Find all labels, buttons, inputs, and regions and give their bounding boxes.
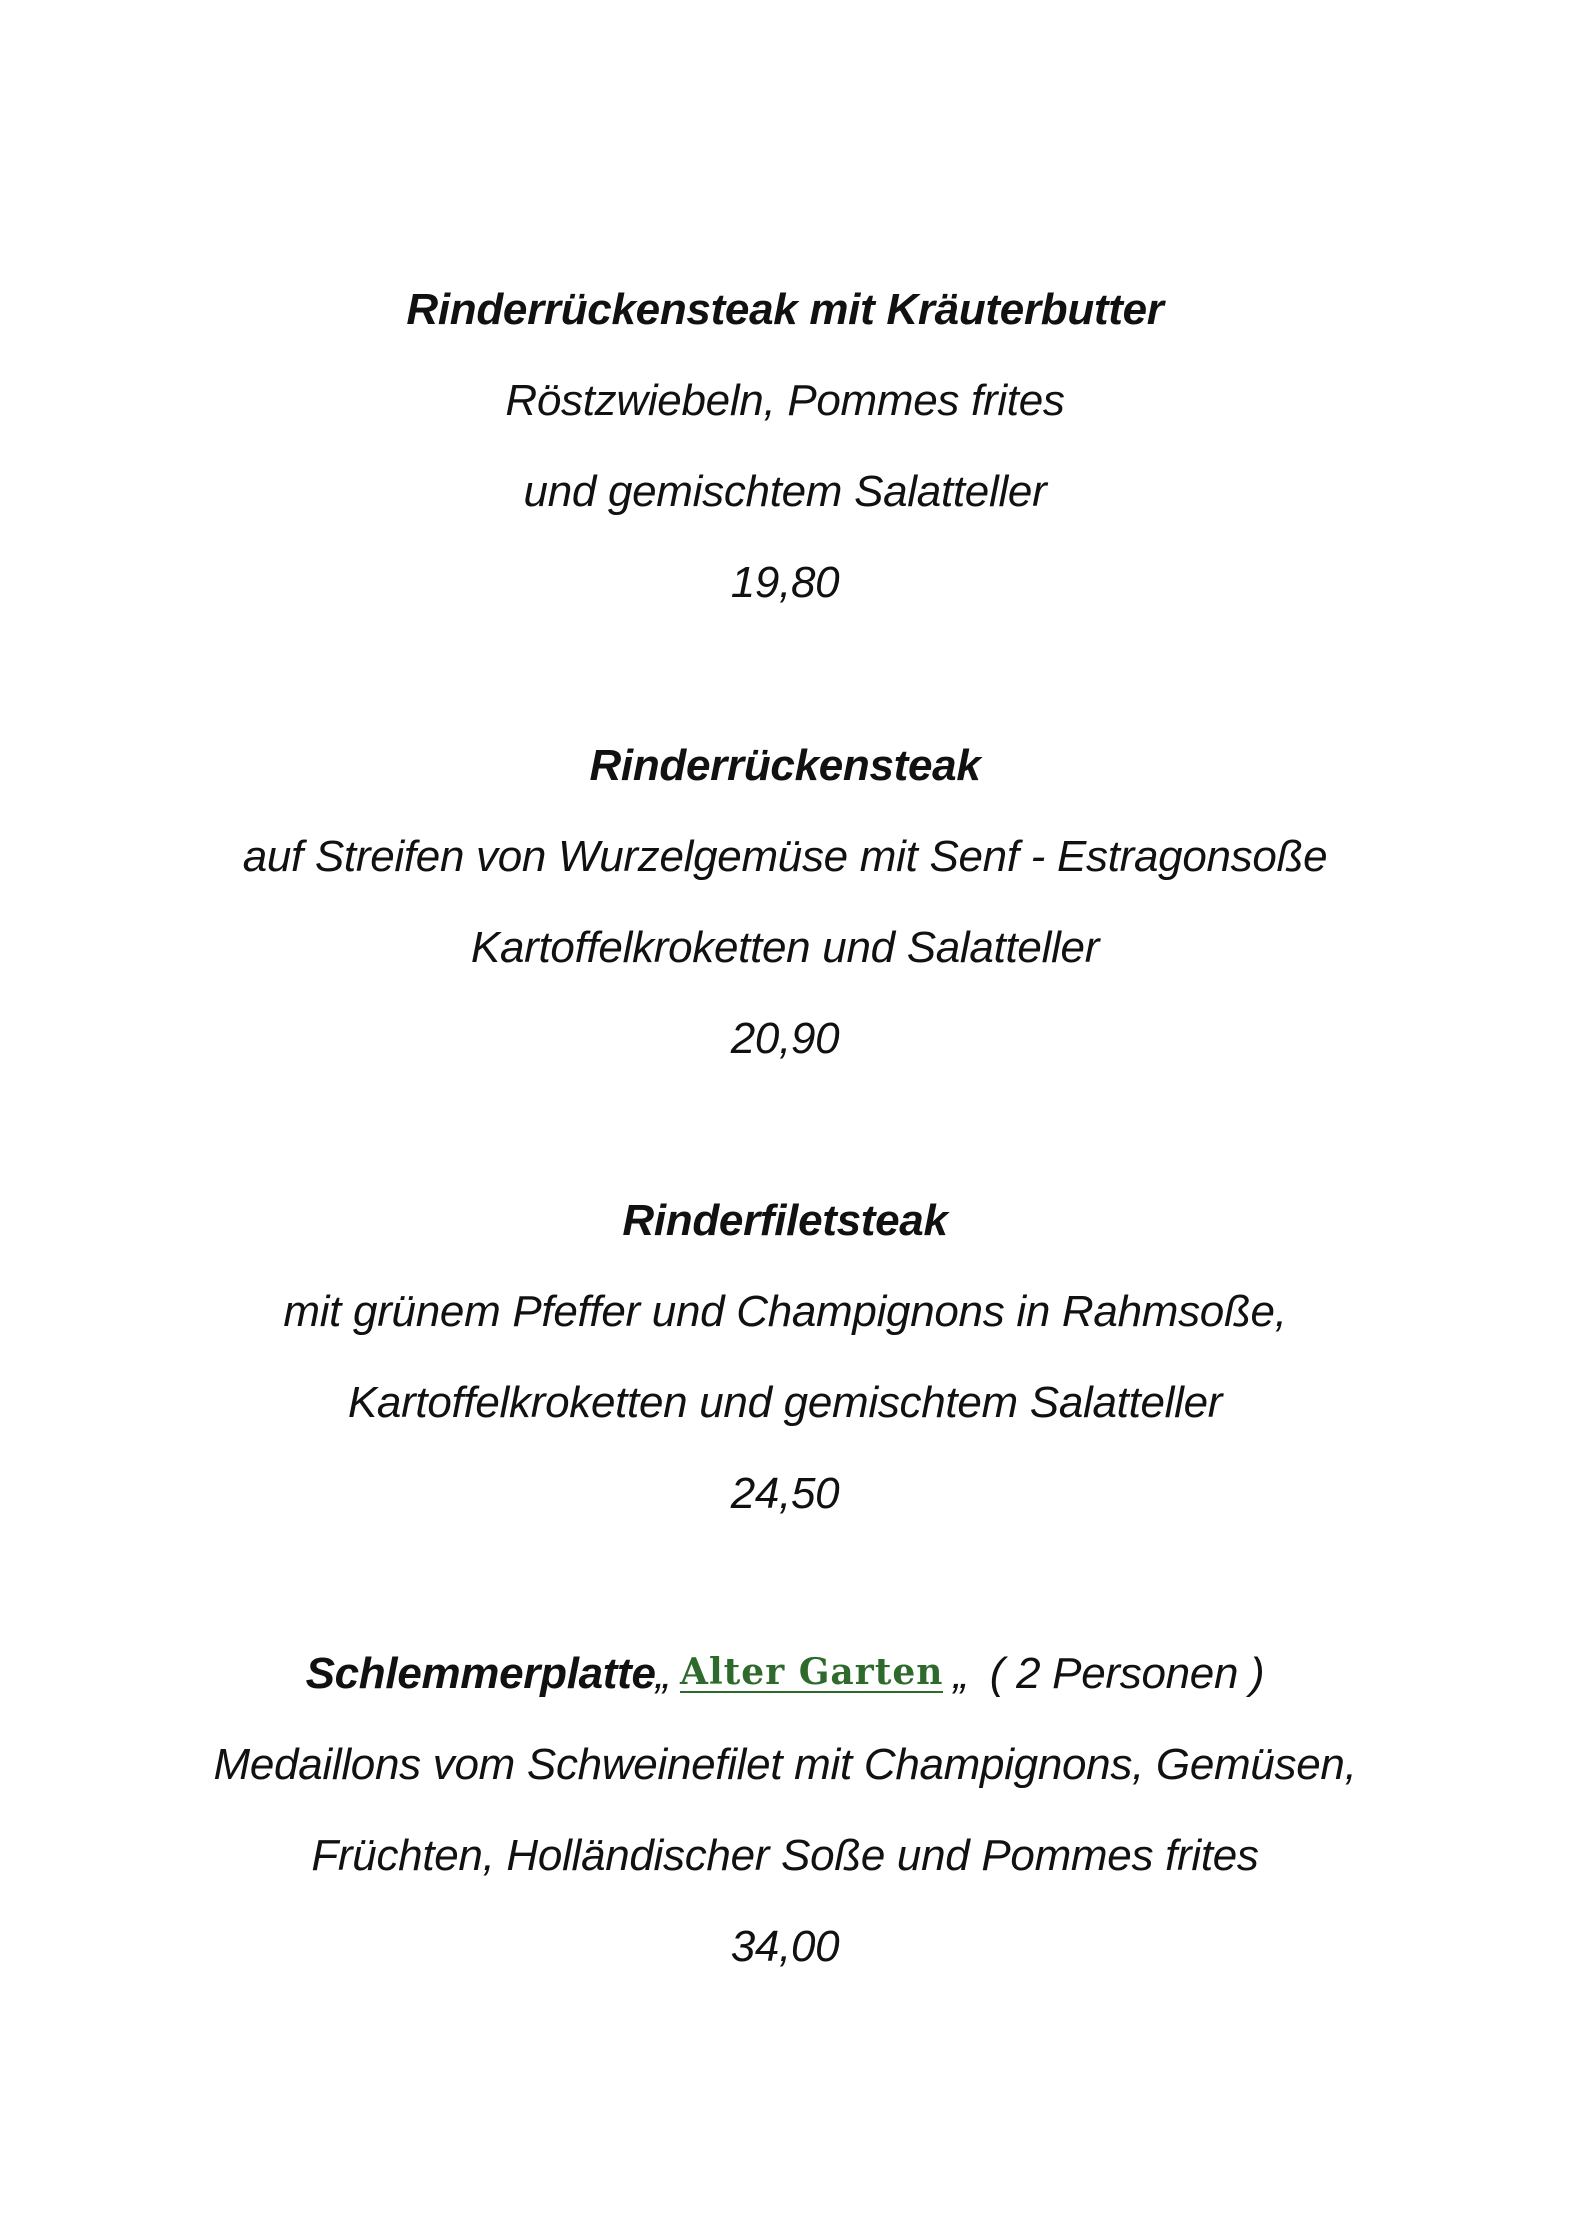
dish-rinderfiletsteak [0, 1175, 1570, 1539]
dish-rinderrueckensteak-kraeuterbutter [0, 264, 1570, 628]
quote-close: „ [953, 1649, 968, 1698]
dish-title: Rinderrückensteak [589, 741, 981, 790]
dish-schlemmerplatte [0, 1628, 1570, 1992]
dish-description-line: auf Streifen von Wurzelgemüse mit Senf - Estragonsoße [242, 832, 1328, 881]
dish-description-line: Röstzwiebeln, Pommes frites [505, 376, 1065, 425]
persons-note: ( 2 Personen ) [989, 1649, 1265, 1698]
dish-description-line: Früchten, Holländischer Soße und Pommes frites [311, 1831, 1259, 1880]
dish-description-line: Kartoffelkroketten und gemischtem Salatteller [347, 1378, 1223, 1427]
dish-title: Schlemmerplatte [305, 1649, 656, 1698]
dish-price: 19,80 [730, 558, 840, 607]
dish-title: Rinderfiletsteak [622, 1196, 948, 1245]
dish-rinderrueckensteak [0, 720, 1570, 1084]
alter-garten-logo: Alter Garten [680, 1651, 944, 1693]
dish-description-line: mit grünem Pfeffer und Champignons in Rahmsoße, [283, 1287, 1287, 1336]
dish-price: 34,00 [730, 1922, 840, 1971]
dish-title: Rinderrückensteak mit Kräuterbutter [406, 285, 1164, 334]
dish-description-line: Kartoffelkroketten und Salatteller [470, 923, 1100, 972]
dish-description-line: Medaillons vom Schweinefilet mit Champignons, Gemüsen, [213, 1740, 1357, 1789]
dish-description-line: und gemischtem Salatteller [523, 467, 1047, 516]
quote-open: „ [655, 1649, 671, 1698]
dish-title-row [0, 1628, 1570, 1719]
dish-price: 24,50 [730, 1469, 840, 1518]
dish-price: 20,90 [730, 1014, 840, 1063]
